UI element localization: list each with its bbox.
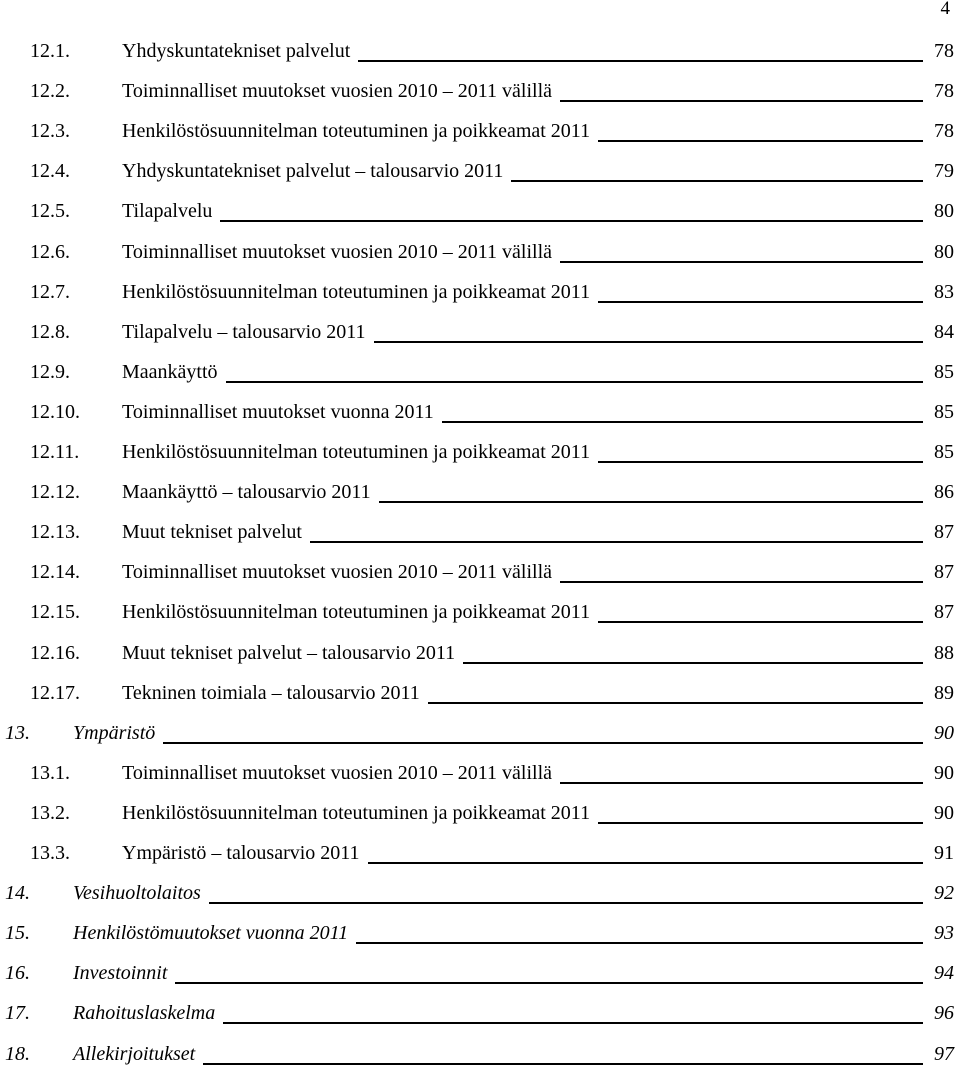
toc-leader-line [220, 220, 923, 222]
toc-leader-line [442, 421, 923, 423]
toc-entry-number: 14. [5, 882, 30, 905]
toc-entry-page: 79 [934, 160, 954, 183]
toc-leader-line [560, 581, 923, 583]
toc-entry-page: 85 [934, 360, 954, 383]
toc-entry-title: Toiminnalliset muutokset vuosien 2010 – 2011 välillä [122, 80, 553, 103]
toc-entry-page: 80 [934, 200, 954, 223]
toc-leader-line [598, 301, 923, 303]
page-number: 4 [940, 0, 950, 19]
toc-leader-line [356, 942, 923, 944]
toc-entry[interactable] [0, 1041, 960, 1079]
toc-entry[interactable] [0, 840, 960, 878]
toc-entry-title: Henkilöstömuutokset vuonna 2011 [73, 922, 349, 945]
toc-entry-number: 12.7. [30, 280, 70, 303]
toc-entry[interactable] [0, 399, 960, 437]
toc-leader-line [598, 822, 923, 824]
toc-leader-line [511, 180, 923, 182]
toc-entry-page: 87 [934, 561, 954, 584]
toc-entry[interactable] [0, 1000, 960, 1038]
toc-entry-number: 12.16. [30, 641, 80, 664]
toc-entry-number: 12.17. [30, 681, 80, 704]
toc-entry-title: Henkilöstösuunnitelman toteutuminen ja poikkeamat 2011 [122, 801, 591, 824]
toc-entry-number: 12.14. [30, 561, 80, 584]
toc-leader-line [560, 100, 923, 102]
toc-entry-page: 92 [934, 882, 954, 905]
toc-entry-page: 84 [934, 320, 954, 343]
toc-entry-page: 97 [934, 1042, 954, 1065]
toc-entry-title: Tilapalvelu [122, 200, 213, 223]
toc-entry[interactable] [0, 118, 960, 156]
toc-entry[interactable] [0, 239, 960, 277]
toc-entry-number: 12.2. [30, 80, 70, 103]
toc-entry-page: 78 [934, 120, 954, 143]
toc-entry-page: 87 [934, 601, 954, 624]
toc-entry-page: 85 [934, 400, 954, 423]
toc-leader-line [374, 341, 923, 343]
toc-entry-page: 87 [934, 521, 954, 544]
toc-entry-number: 18. [5, 1042, 30, 1065]
toc-leader-line [598, 140, 923, 142]
toc-leader-line [358, 60, 923, 62]
toc-entry-page: 93 [934, 922, 954, 945]
toc-entry-page: 86 [934, 481, 954, 504]
toc-entry-title: Ympäristö [73, 721, 156, 744]
toc-entry-title: Henkilöstösuunnitelman toteutuminen ja poikkeamat 2011 [122, 601, 591, 624]
toc-entry-page: 80 [934, 240, 954, 263]
toc-entry-page: 83 [934, 280, 954, 303]
toc-leader-line [560, 261, 923, 263]
toc-entry-page: 94 [934, 962, 954, 985]
toc-leader-line [209, 902, 923, 904]
toc-entry[interactable] [0, 158, 960, 196]
toc-entry-number: 12.5. [30, 200, 70, 223]
toc-entry-title: Vesihuoltolaitos [73, 882, 201, 905]
toc-entry-title: Muut tekniset palvelut [122, 521, 302, 544]
toc-entry-title: Maankäyttö [122, 360, 218, 383]
toc-entry[interactable] [0, 319, 960, 357]
toc-entry-number: 12.11. [30, 441, 80, 463]
toc-entry-number: 13.3. [30, 842, 70, 864]
toc-leader-line [175, 982, 923, 984]
toc-entry-title: Toiminnalliset muutokset vuonna 2011 [122, 400, 434, 423]
toc-entry[interactable] [0, 760, 960, 798]
toc-entry-number: 16. [5, 962, 30, 985]
toc-entry[interactable] [0, 198, 960, 236]
toc-entry-number: 12.12. [30, 481, 80, 504]
toc-leader-line [226, 381, 923, 383]
toc-entry[interactable] [0, 479, 960, 517]
toc-entry-page: 90 [934, 801, 954, 824]
toc-entry[interactable] [0, 920, 960, 958]
toc-entry[interactable] [0, 640, 960, 678]
toc-entry-title: Toiminnalliset muutokset vuosien 2010 – 2011 välillä [122, 761, 553, 784]
toc-entry[interactable] [0, 800, 960, 838]
toc-leader-line [379, 501, 923, 503]
toc-entry-number: 12.15. [30, 601, 80, 624]
toc-entry-title: Henkilöstösuunnitelman toteutuminen ja poikkeamat 2011 [122, 441, 591, 463]
toc-leader-line [163, 742, 923, 744]
toc-entry-number: 12.8. [30, 320, 70, 343]
toc-entry-page: 90 [934, 721, 954, 744]
toc-entry-title: Muut tekniset palvelut – talousarvio 2011 [122, 641, 456, 664]
toc-entry-page: 91 [934, 842, 954, 864]
toc-entry-number: 17. [5, 1002, 30, 1025]
toc-leader-line [560, 782, 923, 784]
toc-leader-line [368, 862, 923, 864]
toc-entry[interactable] [0, 599, 960, 637]
toc-entry[interactable] [0, 38, 960, 76]
toc-entry-title: Tilapalvelu – talousarvio 2011 [122, 320, 366, 343]
toc-leader-line [598, 461, 923, 463]
toc-entry-page: 78 [934, 40, 954, 62]
toc-entry-number: 13. [5, 721, 30, 744]
toc-entry[interactable] [0, 680, 960, 718]
toc-entry-page: 96 [934, 1002, 954, 1025]
toc-entry-number: 15. [5, 922, 30, 945]
toc-entry[interactable] [0, 880, 960, 918]
toc-entry-number: 12.6. [30, 240, 70, 263]
toc-entry-page: 78 [934, 80, 954, 103]
toc-entry[interactable] [0, 279, 960, 317]
toc-entry[interactable] [0, 519, 960, 557]
toc-entry-title: Henkilöstösuunnitelman toteutuminen ja poikkeamat 2011 [122, 280, 591, 303]
toc-entry-number: 12.9. [30, 360, 70, 383]
toc-entry-title: Allekirjoitukset [73, 1042, 196, 1065]
toc-entry-title: Henkilöstösuunnitelman toteutuminen ja poikkeamat 2011 [122, 120, 591, 143]
toc-entry[interactable] [0, 559, 960, 597]
toc-entry-page: 90 [934, 761, 954, 784]
toc-entry-title: Maankäyttö – talousarvio 2011 [122, 481, 371, 504]
toc-entry-page: 85 [934, 441, 954, 463]
toc-entry-title: Tekninen toimiala – talousarvio 2011 [122, 681, 420, 704]
toc-entry[interactable] [0, 720, 960, 758]
toc-entry-number: 13.2. [30, 801, 70, 824]
toc-leader-line [223, 1022, 923, 1024]
toc-entry[interactable] [0, 359, 960, 397]
toc-entry-title: Ympäristö – talousarvio 2011 [122, 842, 360, 864]
toc-entry-page: 88 [934, 641, 954, 664]
toc-leader-line [598, 621, 923, 623]
toc-entry-number: 12.3. [30, 120, 70, 143]
toc-entry[interactable] [0, 960, 960, 998]
toc-leader-line [203, 1063, 923, 1065]
toc-entry-number: 13.1. [30, 761, 70, 784]
toc-entry[interactable] [0, 439, 960, 477]
toc-entry-page: 89 [934, 681, 954, 704]
toc-entry-title: Yhdyskuntatekniset palvelut – talousarvio 2011 [122, 160, 504, 183]
toc-entry-title: Rahoituslaskelma [73, 1002, 216, 1025]
toc-leader-line [310, 541, 923, 543]
toc-entry-number: 12.4. [30, 160, 70, 183]
toc-entry-number: 12.13. [30, 521, 80, 544]
toc-leader-line [463, 662, 923, 664]
toc-entry-number: 12.1. [30, 40, 70, 62]
toc-entry-number: 12.10. [30, 400, 80, 423]
toc-entry-title: Yhdyskuntatekniset palvelut [122, 40, 351, 62]
toc-entry-title: Toiminnalliset muutokset vuosien 2010 – 2011 välillä [122, 240, 553, 263]
toc-leader-line [428, 702, 923, 704]
toc-entry[interactable] [0, 78, 960, 116]
toc-entry-title: Investoinnit [73, 962, 168, 985]
toc-entry-title: Toiminnalliset muutokset vuosien 2010 – 2011 välillä [122, 561, 553, 584]
